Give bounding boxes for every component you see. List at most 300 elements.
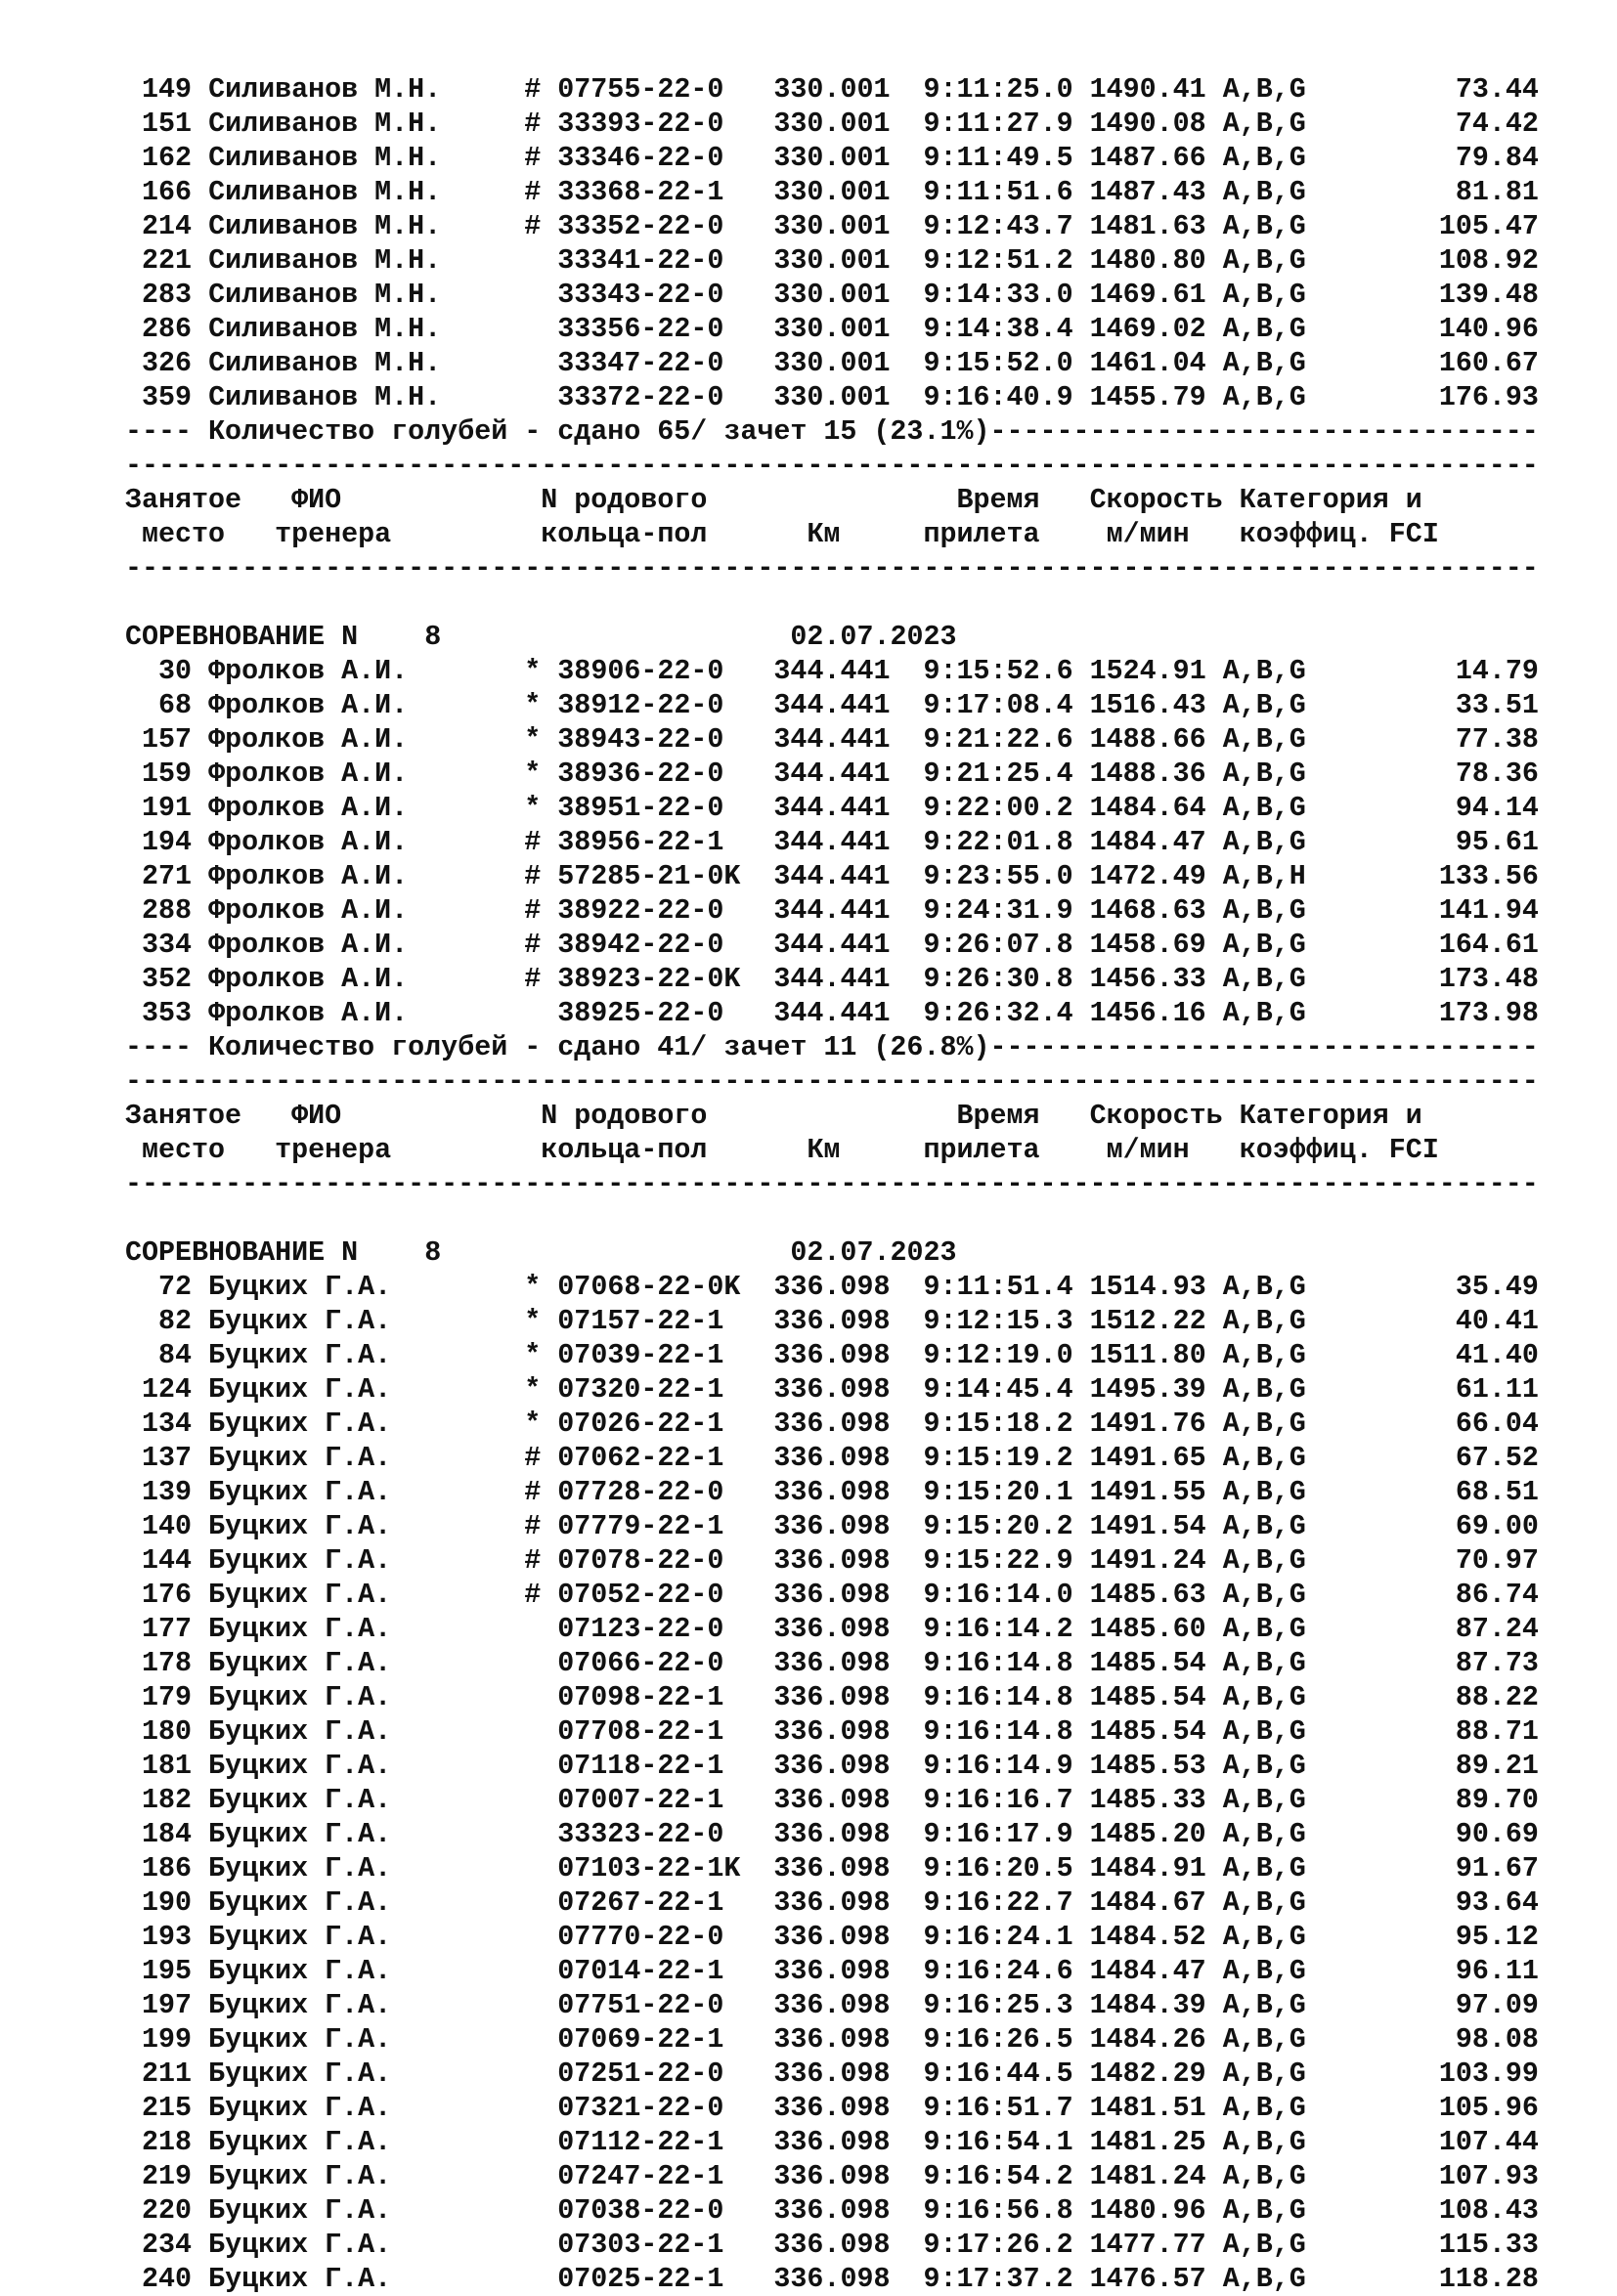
table-row [125, 1475, 1539, 1509]
trainer-name: Фролков А.И. [208, 997, 409, 1029]
category-value: A,B,G [1222, 1784, 1306, 1816]
category-value: A,B,G [1222, 1715, 1306, 1748]
distance-km: 336.098 [773, 1921, 891, 1953]
speed-value: 1485.63 [1089, 1579, 1206, 1611]
divider-rule [125, 449, 1539, 483]
category-value: A,B,G [1222, 1271, 1306, 1303]
distance-km: 344.441 [773, 826, 891, 858]
category-value: A,B,G [1222, 2160, 1306, 2192]
place-cell: 124 [142, 1373, 193, 1406]
status-mark: # [524, 963, 542, 995]
speed-value: 1484.26 [1089, 2023, 1206, 2056]
place-cell: 134 [142, 1408, 193, 1440]
place-cell: 197 [142, 1989, 193, 2021]
status-mark: # [524, 1476, 542, 1508]
category-value: A,B,G [1222, 929, 1306, 961]
status-mark: * [524, 1373, 542, 1406]
speed-value: 1495.39 [1089, 1373, 1206, 1406]
arrival-time: 9:14:33.0 [923, 279, 1073, 311]
summary-text: Количество голубей - сдано 41/ зачет 11 (26.8%) [208, 1031, 990, 1063]
category-value: A,B,G [1222, 2126, 1306, 2158]
header-category: Категория и [1239, 484, 1422, 516]
speed-value: 1485.20 [1089, 1818, 1206, 1850]
ring-number: 07098-22-1 [557, 1681, 724, 1713]
table-row [125, 1920, 1539, 1954]
ring-number: 07038-22-0 [557, 2194, 724, 2227]
category-value: A,B,G [1222, 279, 1306, 311]
arrival-time: 9:14:38.4 [923, 313, 1073, 345]
status-mark: * [524, 689, 542, 721]
place-cell: 240 [142, 2263, 193, 2295]
arrival-time: 9:21:22.6 [923, 723, 1073, 756]
results-sheet [125, 72, 1539, 2296]
ring-number: 38951-22-0 [557, 792, 724, 824]
category-value: A,B,G [1222, 1613, 1306, 1645]
competition-number: 8 [424, 1236, 442, 1269]
speed-value: 1458.69 [1089, 929, 1206, 961]
trainer-name: Буцких Г.А. [208, 2058, 392, 2090]
trainer-name: Буцких Г.А. [208, 1647, 392, 1679]
speed-value: 1472.49 [1089, 860, 1206, 892]
category-value: A,B,G [1222, 1476, 1306, 1508]
speed-value: 1487.43 [1089, 176, 1206, 208]
arrival-time: 9:16:14.0 [923, 1579, 1073, 1611]
speed-value: 1455.79 [1089, 381, 1206, 413]
arrival-time: 9:16:14.2 [923, 1613, 1073, 1645]
distance-km: 336.098 [773, 1750, 891, 1782]
trainer-name: Буцких Г.А. [208, 1476, 392, 1508]
place-cell: 214 [142, 210, 193, 242]
place-cell: 162 [142, 142, 193, 174]
trainer-name: Буцких Г.А. [208, 2023, 392, 2056]
distance-km: 336.098 [773, 1339, 891, 1371]
distance-km: 336.098 [773, 2092, 891, 2124]
speed-value: 1476.57 [1089, 2263, 1206, 2295]
ring-number: 07052-22-0 [557, 1579, 724, 1611]
fci-coef: 93.64 [1455, 1886, 1539, 1919]
arrival-time: 9:23:55.0 [923, 860, 1073, 892]
category-value: A,B,G [1222, 2058, 1306, 2090]
fci-coef: 139.48 [1438, 279, 1539, 311]
status-mark: # [524, 826, 542, 858]
trainer-name: Буцких Г.А. [208, 1784, 392, 1816]
arrival-time: 9:15:19.2 [923, 1442, 1073, 1474]
category-value: A,B,G [1222, 758, 1306, 790]
place-cell: 191 [142, 792, 193, 824]
table-row [125, 2125, 1539, 2159]
trainer-name: Буцких Г.А. [208, 1373, 392, 1406]
distance-km: 336.098 [773, 1305, 891, 1337]
speed-value: 1485.54 [1089, 1715, 1206, 1748]
place-cell: 166 [142, 176, 193, 208]
fci-coef: 133.56 [1438, 860, 1539, 892]
place-cell: 286 [142, 313, 193, 345]
fci-coef: 95.12 [1455, 1921, 1539, 1953]
place-cell: 178 [142, 1647, 193, 1679]
status-mark: # [524, 108, 542, 140]
speed-value: 1456.33 [1089, 963, 1206, 995]
fci-coef: 176.93 [1438, 381, 1539, 413]
fci-coef: 68.51 [1455, 1476, 1539, 1508]
speed-value: 1461.04 [1089, 347, 1206, 379]
distance-km: 330.001 [773, 142, 891, 174]
trainer-name: Фролков А.И. [208, 860, 409, 892]
header-ring: N родового [541, 1100, 708, 1132]
fci-coef: 164.61 [1438, 929, 1539, 961]
category-value: A,B,G [1222, 176, 1306, 208]
place-cell: 195 [142, 1955, 193, 1987]
distance-km: 330.001 [773, 381, 891, 413]
fci-coef: 105.47 [1438, 210, 1539, 242]
header-place: Занятое [125, 1100, 242, 1132]
column-header-row-2 [125, 1133, 1539, 1167]
status-mark: # [524, 176, 542, 208]
ring-number: 38936-22-0 [557, 758, 724, 790]
speed-value: 1511.80 [1089, 1339, 1206, 1371]
category-value: A,B,G [1222, 963, 1306, 995]
speed-value: 1469.02 [1089, 313, 1206, 345]
fci-coef: 89.70 [1455, 1784, 1539, 1816]
status-mark: # [524, 210, 542, 242]
place-cell: 139 [142, 1476, 193, 1508]
trainer-name: Силиванов М.Н. [208, 73, 442, 106]
arrival-time: 9:16:14.8 [923, 1681, 1073, 1713]
distance-km: 336.098 [773, 1647, 891, 1679]
status-mark: * [524, 1305, 542, 1337]
speed-value: 1485.53 [1089, 1750, 1206, 1782]
trainer-name: Фролков А.И. [208, 826, 409, 858]
table-row [125, 2228, 1539, 2262]
distance-km: 344.441 [773, 723, 891, 756]
status-mark: # [524, 1510, 542, 1542]
arrival-time: 9:16:17.9 [923, 1818, 1073, 1850]
distance-km: 336.098 [773, 2229, 891, 2261]
place-cell: 283 [142, 279, 193, 311]
place-cell: 194 [142, 826, 193, 858]
ring-number: 07755-22-0 [557, 73, 724, 106]
status-mark: # [524, 142, 542, 174]
summary-suffix: --------------------------------- [989, 1031, 1539, 1063]
place-cell: 288 [142, 894, 193, 927]
category-value: A,B,G [1222, 1989, 1306, 2021]
fci-coef: 88.22 [1455, 1681, 1539, 1713]
fci-coef: 89.21 [1455, 1750, 1539, 1782]
fci-coef: 105.96 [1438, 2092, 1539, 2124]
speed-value: 1491.55 [1089, 1476, 1206, 1508]
competition-number: 8 [424, 621, 442, 653]
ring-number: 07728-22-0 [557, 1476, 724, 1508]
ring-number: 33372-22-0 [557, 381, 724, 413]
category-value: A,B,G [1222, 689, 1306, 721]
status-mark: # [524, 1544, 542, 1577]
table-row [125, 1578, 1539, 1612]
table-row [125, 380, 1539, 414]
status-mark: * [524, 792, 542, 824]
distance-km: 344.441 [773, 792, 891, 824]
category-value: A,B,G [1222, 210, 1306, 242]
distance-km: 330.001 [773, 279, 891, 311]
arrival-time: 9:17:26.2 [923, 2229, 1073, 2261]
rule-text: ------------------------------------------------------------------------------------- [125, 1065, 1539, 1098]
header-time: Время [956, 484, 1040, 516]
header-time-2: прилета [923, 1134, 1040, 1166]
arrival-time: 9:15:52.0 [923, 347, 1073, 379]
ring-number: 38942-22-0 [557, 929, 724, 961]
trainer-name: Фролков А.И. [208, 963, 409, 995]
arrival-time: 9:16:22.7 [923, 1886, 1073, 1919]
column-header-row-1 [125, 1099, 1539, 1133]
place-cell: 186 [142, 1852, 193, 1884]
speed-value: 1491.76 [1089, 1408, 1206, 1440]
status-mark: # [524, 929, 542, 961]
arrival-time: 9:16:25.3 [923, 1989, 1073, 2021]
trainer-name: Силиванов М.Н. [208, 347, 442, 379]
header-place-2: место [142, 1134, 226, 1166]
category-value: A,B,G [1222, 1681, 1306, 1713]
place-cell: 199 [142, 2023, 193, 2056]
fci-coef: 141.94 [1438, 894, 1539, 927]
speed-value: 1484.47 [1089, 1955, 1206, 1987]
header-time-2: прилета [923, 518, 1040, 550]
fci-coef: 173.98 [1438, 997, 1539, 1029]
table-row [125, 1851, 1539, 1885]
speed-value: 1485.54 [1089, 1647, 1206, 1679]
arrival-time: 9:15:18.2 [923, 1408, 1073, 1440]
group-summary [125, 1030, 1539, 1064]
speed-value: 1484.67 [1089, 1886, 1206, 1919]
competition-label: СОРЕВНОВАНИЕ N [125, 1236, 359, 1269]
fci-coef: 107.44 [1438, 2126, 1539, 2158]
distance-km: 336.098 [773, 1955, 891, 1987]
ring-number: 07251-22-0 [557, 2058, 724, 2090]
distance-km: 336.098 [773, 1818, 891, 1850]
fci-coef: 87.73 [1455, 1647, 1539, 1679]
place-cell: 84 [158, 1339, 193, 1371]
place-cell: 140 [142, 1510, 193, 1542]
ring-number: 38925-22-0 [557, 997, 724, 1029]
trainer-name: Буцких Г.А. [208, 2126, 392, 2158]
ring-number: 07112-22-1 [557, 2126, 724, 2158]
fci-coef: 70.97 [1455, 1544, 1539, 1577]
trainer-name: Буцких Г.А. [208, 1579, 392, 1611]
status-mark: * [524, 1408, 542, 1440]
ring-number: 33393-22-0 [557, 108, 724, 140]
fci-coef: 103.99 [1438, 2058, 1539, 2090]
arrival-time: 9:12:15.3 [923, 1305, 1073, 1337]
trainer-name: Силиванов М.Н. [208, 381, 442, 413]
speed-value: 1481.24 [1089, 2160, 1206, 2192]
arrival-time: 9:16:14.8 [923, 1647, 1073, 1679]
summary-prefix: ---- [125, 1031, 209, 1063]
place-cell: 72 [158, 1271, 193, 1303]
arrival-time: 9:16:26.5 [923, 2023, 1073, 2056]
trainer-name: Силиванов М.Н. [208, 142, 442, 174]
category-value: A,B,G [1222, 1442, 1306, 1474]
column-header-row-1 [125, 483, 1539, 517]
table-row [125, 2193, 1539, 2228]
place-cell: 190 [142, 1886, 193, 1919]
arrival-time: 9:11:51.6 [923, 176, 1073, 208]
place-cell: 234 [142, 2229, 193, 2261]
distance-km: 344.441 [773, 689, 891, 721]
ring-number: 07026-22-1 [557, 1408, 724, 1440]
distance-km: 330.001 [773, 176, 891, 208]
speed-value: 1514.93 [1089, 1271, 1206, 1303]
speed-value: 1490.41 [1089, 73, 1206, 106]
fci-coef: 73.44 [1455, 73, 1539, 106]
place-cell: 176 [142, 1579, 193, 1611]
status-mark: # [524, 73, 542, 106]
fci-coef: 35.49 [1455, 1271, 1539, 1303]
trainer-name: Буцких Г.А. [208, 2263, 392, 2295]
distance-km: 336.098 [773, 1510, 891, 1542]
table-row [125, 757, 1539, 791]
speed-value: 1491.65 [1089, 1442, 1206, 1474]
speed-value: 1484.47 [1089, 826, 1206, 858]
trainer-name: Буцких Г.А. [208, 1613, 392, 1645]
trainer-name: Фролков А.И. [208, 758, 409, 790]
fci-coef: 61.11 [1455, 1373, 1539, 1406]
distance-km: 336.098 [773, 2058, 891, 2090]
speed-value: 1481.25 [1089, 2126, 1206, 2158]
category-value: A,B,G [1222, 997, 1306, 1029]
table-row [125, 1270, 1539, 1304]
trainer-name: Фролков А.И. [208, 723, 409, 756]
trainer-name: Фролков А.И. [208, 792, 409, 824]
trainer-name: Фролков А.И. [208, 689, 409, 721]
ring-number: 07069-22-1 [557, 2023, 724, 2056]
header-name-2: тренера [275, 1134, 392, 1166]
trainer-name: Буцких Г.А. [208, 1305, 392, 1337]
ring-number: 07103-22-1K [557, 1852, 741, 1884]
header-ring-2: кольца-пол [541, 518, 708, 550]
arrival-time: 9:14:45.4 [923, 1373, 1073, 1406]
category-value: A,B,G [1222, 1305, 1306, 1337]
trainer-name: Буцких Г.А. [208, 2160, 392, 2192]
speed-value: 1468.63 [1089, 894, 1206, 927]
category-value: A,B,G [1222, 73, 1306, 106]
table-row [125, 996, 1539, 1030]
table-row [125, 312, 1539, 346]
category-value: A,B,G [1222, 2194, 1306, 2227]
category-value: A,B,G [1222, 792, 1306, 824]
place-cell: 68 [158, 689, 193, 721]
distance-km: 336.098 [773, 2194, 891, 2227]
place-cell: 326 [142, 347, 193, 379]
fci-coef: 78.36 [1455, 758, 1539, 790]
trainer-name: Буцких Г.А. [208, 1818, 392, 1850]
distance-km: 336.098 [773, 1442, 891, 1474]
category-value: A,B,G [1222, 1852, 1306, 1884]
arrival-time: 9:16:40.9 [923, 381, 1073, 413]
header-km: Км [807, 1134, 841, 1166]
ring-number: 07320-22-1 [557, 1373, 724, 1406]
table-row [125, 346, 1539, 380]
distance-km: 330.001 [773, 313, 891, 345]
ring-number: 07025-22-1 [557, 2263, 724, 2295]
table-row [125, 1304, 1539, 1338]
distance-km: 336.098 [773, 1886, 891, 1919]
ring-number: 07267-22-1 [557, 1886, 724, 1919]
table-row [125, 107, 1539, 141]
ring-number: 33352-22-0 [557, 210, 724, 242]
fci-coef: 87.24 [1455, 1613, 1539, 1645]
place-cell: 144 [142, 1544, 193, 1577]
speed-value: 1488.36 [1089, 758, 1206, 790]
column-header-row-2 [125, 517, 1539, 551]
status-mark: # [524, 860, 542, 892]
fci-coef: 173.48 [1438, 963, 1539, 995]
distance-km: 336.098 [773, 1373, 891, 1406]
category-value: A,B,G [1222, 1750, 1306, 1782]
place-cell: 271 [142, 860, 193, 892]
fci-coef: 67.52 [1455, 1442, 1539, 1474]
trainer-name: Силиванов М.Н. [208, 244, 442, 277]
table-row [125, 654, 1539, 688]
arrival-time: 9:17:08.4 [923, 689, 1073, 721]
arrival-time: 9:26:32.4 [923, 997, 1073, 1029]
category-value: A,B,G [1222, 2263, 1306, 2295]
table-row [125, 825, 1539, 859]
arrival-time: 9:12:43.7 [923, 210, 1073, 242]
distance-km: 344.441 [773, 929, 891, 961]
fci-coef: 81.81 [1455, 176, 1539, 208]
speed-value: 1480.96 [1089, 2194, 1206, 2227]
arrival-time: 9:16:14.8 [923, 1715, 1073, 1748]
divider-rule [125, 1167, 1539, 1201]
fci-coef: 115.33 [1438, 2229, 1539, 2261]
arrival-time: 9:16:20.5 [923, 1852, 1073, 1884]
category-value: A,B,G [1222, 1408, 1306, 1440]
arrival-time: 9:15:20.1 [923, 1476, 1073, 1508]
arrival-time: 9:15:22.9 [923, 1544, 1073, 1577]
table-row [125, 1441, 1539, 1475]
place-cell: 193 [142, 1921, 193, 1953]
table-row [125, 1885, 1539, 1920]
fci-coef: 107.93 [1438, 2160, 1539, 2192]
speed-value: 1477.77 [1089, 2229, 1206, 2261]
category-value: A,B,G [1222, 1373, 1306, 1406]
arrival-time: 9:16:24.1 [923, 1921, 1073, 1953]
arrival-time: 9:11:27.9 [923, 108, 1073, 140]
ring-number: 33323-22-0 [557, 1818, 724, 1850]
fci-coef: 96.11 [1455, 1955, 1539, 1987]
trainer-name: Фролков А.И. [208, 929, 409, 961]
fci-coef: 91.67 [1455, 1852, 1539, 1884]
fci-coef: 140.96 [1438, 313, 1539, 345]
trainer-name: Буцких Г.А. [208, 2229, 392, 2261]
table-row [125, 1680, 1539, 1714]
category-value: A,B,G [1222, 2092, 1306, 2124]
speed-value: 1469.61 [1089, 279, 1206, 311]
arrival-time: 9:12:51.2 [923, 244, 1073, 277]
distance-km: 336.098 [773, 2160, 891, 2192]
table-row [125, 1509, 1539, 1543]
rule-text: ------------------------------------------------------------------------------------- [125, 552, 1539, 585]
place-cell: 215 [142, 2092, 193, 2124]
place-cell: 181 [142, 1750, 193, 1782]
table-row [125, 928, 1539, 962]
table-row [125, 1817, 1539, 1851]
arrival-time: 9:16:51.7 [923, 2092, 1073, 2124]
ring-number: 07039-22-1 [557, 1339, 724, 1371]
speed-value: 1484.39 [1089, 1989, 1206, 2021]
trainer-name: Буцких Г.А. [208, 1955, 392, 1987]
distance-km: 344.441 [773, 655, 891, 687]
table-row [125, 2057, 1539, 2091]
speed-value: 1487.66 [1089, 142, 1206, 174]
ring-number: 07066-22-0 [557, 1647, 724, 1679]
